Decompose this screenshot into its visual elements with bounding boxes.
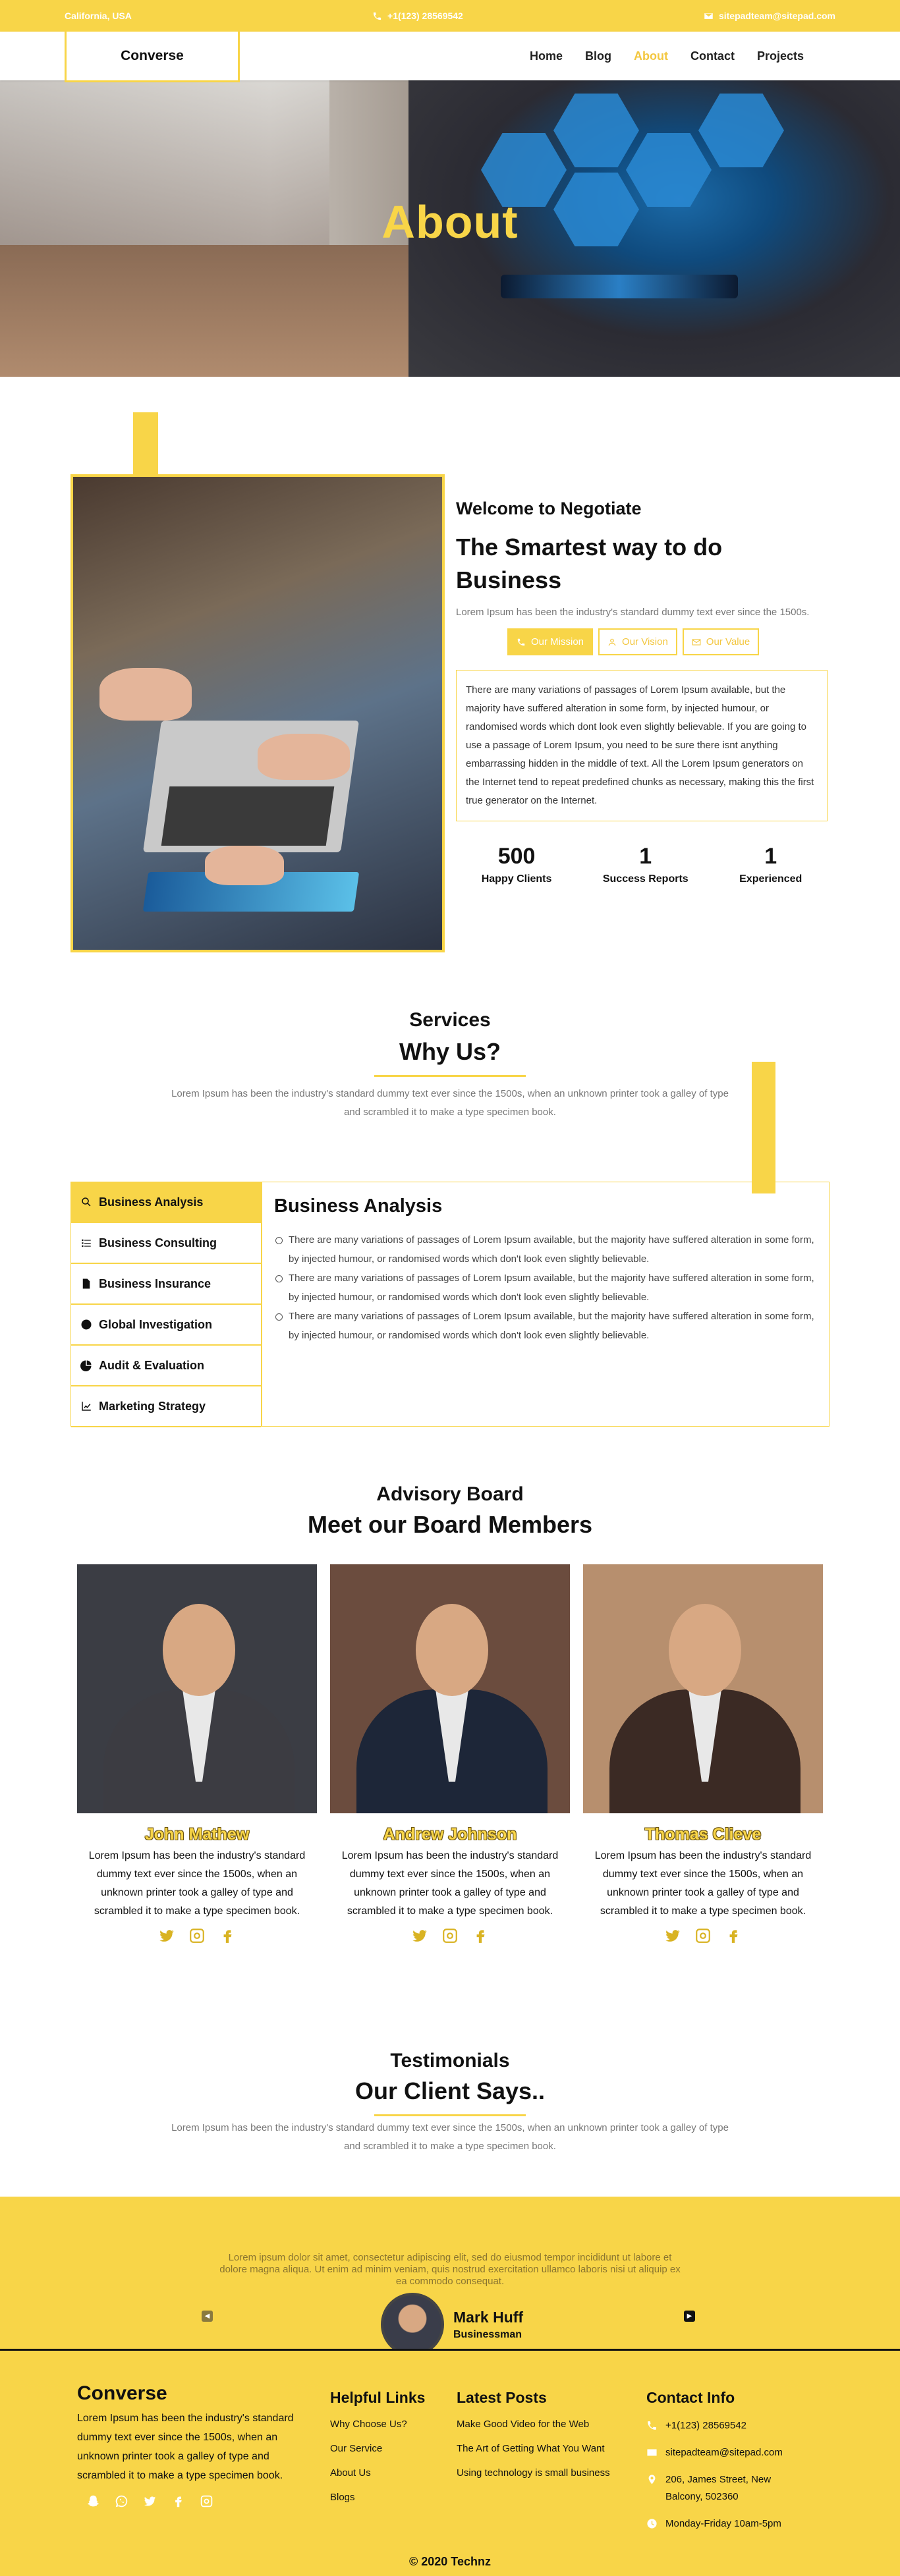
tab-label: Our Vision <box>622 636 668 647</box>
twitter-icon[interactable] <box>411 1927 428 1944</box>
phone-icon <box>646 2420 658 2431</box>
board-subtitle: Advisory Board <box>376 1483 524 1505</box>
avatar <box>381 2293 444 2356</box>
about-content <box>456 499 828 885</box>
instagram-icon[interactable] <box>441 1927 459 1944</box>
footer <box>0 2349 900 2576</box>
about-section <box>0 377 900 1009</box>
service-bullet: There are many variations of passages of Lorem Ipsum available, but the majority have suffered alteration in some form, by injected humour, or randomised words which don't look even slightly believable. <box>274 1307 817 1345</box>
member-name: Andrew Johnson <box>383 1825 517 1844</box>
footer-posts <box>457 2389 634 2479</box>
facebook-icon[interactable] <box>472 1927 489 1944</box>
about-tabs <box>507 628 828 655</box>
about-kicker: Welcome to Negotiate <box>456 499 642 518</box>
service-audit-evaluation[interactable] <box>71 1346 261 1386</box>
list-icon <box>80 1237 92 1249</box>
footer-brand <box>77 2382 312 2508</box>
footer-link[interactable]: Blogs <box>330 2492 355 2503</box>
member-head <box>163 1604 235 1696</box>
twitter-icon[interactable] <box>664 1927 681 1944</box>
member-head <box>669 1604 741 1696</box>
board-section <box>0 1483 900 2050</box>
hand-shape <box>99 668 192 721</box>
service-business-analysis[interactable] <box>71 1182 261 1223</box>
member-photo <box>583 1564 823 1813</box>
client-text <box>453 2309 523 2341</box>
phone-text: +1(123) 28569542 <box>387 11 463 21</box>
clock-icon <box>646 2518 658 2529</box>
member-name: John Mathew <box>144 1825 250 1844</box>
footer-link[interactable]: About Us <box>330 2467 371 2479</box>
service-label: Business Analysis <box>99 1195 204 1209</box>
board-title: Meet our Board Members <box>307 1511 593 1538</box>
member-bio: Lorem Ipsum has been the industry's standard dummy text ever since the 1500s, when an unknown printer took a galley of type and scrambled it to make a type specimen book. <box>594 1850 812 1917</box>
user-icon <box>607 638 617 647</box>
member-bio: Lorem Ipsum has been the industry's standard dummy text ever since the 1500s, when an unknown printer took a galley of type and scrambled it to make a type specimen book. <box>341 1850 559 1917</box>
service-label: Global Investigation <box>99 1317 213 1331</box>
about-image <box>70 474 445 952</box>
footer-contact-title: Contact Info <box>646 2389 735 2406</box>
footer-post-link[interactable]: Using technology is small business <box>457 2467 610 2479</box>
services-panel <box>70 1182 830 1427</box>
service-bullet: There are many variations of passages of Lorem Ipsum available, but the majority have suffered alteration in some form, by injected humour, or randomised words which don't look even slightly believable. <box>274 1269 817 1307</box>
nav-about[interactable]: About <box>633 49 668 63</box>
stat-number: 1 <box>639 844 652 869</box>
contact-text: +1(123) 28569542 <box>665 2420 747 2431</box>
facebook-icon[interactable] <box>219 1927 236 1944</box>
facebook-icon[interactable] <box>171 2494 185 2508</box>
hand-shape <box>205 846 284 885</box>
twitter-icon[interactable] <box>158 1927 175 1944</box>
file-icon <box>80 1278 92 1290</box>
board-members <box>77 1564 823 1944</box>
twitter-icon[interactable] <box>143 2494 157 2508</box>
service-label: Marketing Strategy <box>99 1399 206 1413</box>
top-bar <box>0 0 900 32</box>
chevron-right-icon: ▶ <box>687 2313 692 2320</box>
nav-projects[interactable]: Projects <box>756 49 804 63</box>
stat-label: Experienced <box>739 873 802 885</box>
chevron-left-icon: ◀ <box>204 2313 210 2320</box>
footer-link[interactable]: Our Service <box>330 2443 383 2454</box>
phone-icon <box>517 638 526 647</box>
service-detail-title: Business Analysis <box>274 1195 443 1217</box>
services-title: Why Us? <box>399 1038 501 1065</box>
stats-row <box>456 844 828 885</box>
testimonials-title: Our Client Says.. <box>354 2077 546 2104</box>
hero-tablet <box>501 275 738 298</box>
service-label: Business Insurance <box>99 1276 211 1290</box>
globe-icon <box>80 1319 92 1330</box>
about-lead: Lorem Ipsum has been the industry's standard dummy text ever since the 1500s. <box>456 607 810 618</box>
title-underline <box>374 2114 526 2116</box>
testimonial-quote: Lorem ipsum dolor sit amet, consectetur adipiscing elit, sed do eiusmod tempor incididunt ut labore et dolore magna aliqua. Ut enim ad minim veniam, quis nostrud exercitation ullamco laboris nisi ut aliquip ex ea commodo consequat. <box>219 2252 681 2287</box>
contact-text: 206, James Street, New Balcony, 502360 <box>665 2474 772 2502</box>
location-info <box>65 11 132 21</box>
member-social <box>77 1927 317 1944</box>
service-global-investigation[interactable] <box>71 1305 261 1346</box>
client-role: Businessman <box>453 2328 522 2340</box>
member-card <box>330 1564 570 1944</box>
stat-number: 1 <box>764 844 777 869</box>
hero-table <box>0 245 461 377</box>
member-bio: Lorem Ipsum has been the industry's standard dummy text ever since the 1500s, when an unknown printer took a galley of type and scrambled it to make a type specimen book. <box>88 1850 306 1917</box>
stat-label: Happy Clients <box>481 873 552 885</box>
nav-blog[interactable]: Blog <box>584 49 611 63</box>
tab-label: Our Value <box>706 636 750 647</box>
member-photo <box>77 1564 317 1813</box>
mail-icon <box>646 2447 658 2458</box>
testimonials-description: Lorem Ipsum has been the industry's standard dummy text ever since the 1500s, when an unknown printer took a galley of type and scrambled it to make a type specimen book. <box>171 2122 729 2152</box>
email-text: sitepadteam@sitepad.com <box>718 11 835 21</box>
contact-address <box>646 2471 804 2506</box>
testimonials-subtitle: Testimonials <box>390 2050 510 2071</box>
stat-label: Success Reports <box>602 873 689 885</box>
contact-hours <box>646 2515 804 2533</box>
instagram-icon[interactable] <box>200 2494 213 2508</box>
nav-contact[interactable]: Contact <box>690 49 735 63</box>
service-marketing-strategy[interactable] <box>71 1386 261 1427</box>
email-info[interactable] <box>704 11 835 21</box>
services-subtitle: Services <box>409 1009 491 1031</box>
decor-bar <box>752 1062 775 1193</box>
tab-label: Our Mission <box>531 636 584 647</box>
footer-post-link[interactable]: Make Good Video for the Web <box>457 2419 590 2430</box>
tab-our-value[interactable] <box>683 628 759 655</box>
footer-brand-description: Lorem Ipsum has been the industry's standard dummy text ever since the 1500s, when an unknown printer took a galley of type and scrambled it to make a type specimen book. <box>77 2413 294 2481</box>
slider-prev-button[interactable] <box>202 2311 213 2322</box>
title-underline <box>374 1075 526 1077</box>
footer-links <box>330 2389 449 2503</box>
stat-happy-clients <box>482 844 552 885</box>
footer-link[interactable]: Why Choose Us? <box>330 2419 407 2430</box>
contact-text: sitepadteam@sitepad.com <box>665 2447 783 2458</box>
member-social <box>330 1927 570 1944</box>
instagram-icon[interactable] <box>694 1927 712 1944</box>
member-name: Thomas Clieve <box>644 1825 762 1844</box>
copyright: © 2020 Technz <box>409 2555 491 2568</box>
service-label: Audit & Evaluation <box>99 1358 205 1372</box>
phone-icon <box>372 11 382 21</box>
location-text: California, USA <box>65 11 132 21</box>
footer-posts-title: Latest Posts <box>457 2389 547 2406</box>
service-detail-list <box>274 1230 817 1345</box>
service-label: Business Consulting <box>99 1236 217 1249</box>
footer-post-link[interactable]: The Art of Getting What You Want <box>457 2443 605 2454</box>
footer-contact <box>646 2389 804 2533</box>
line-chart-icon <box>80 1400 92 1412</box>
member-head <box>416 1604 488 1696</box>
member-social <box>583 1927 823 1944</box>
phone-info[interactable] <box>372 11 463 21</box>
client-info <box>381 2293 523 2356</box>
slider-next-button[interactable] <box>684 2311 695 2322</box>
hand-shape <box>258 734 350 780</box>
mail-icon <box>692 638 701 647</box>
stat-success-reports <box>603 844 689 885</box>
contact-phone[interactable] <box>646 2417 804 2434</box>
keyboard-shape <box>161 786 335 846</box>
footer-social <box>86 2494 312 2508</box>
service-business-insurance[interactable] <box>71 1264 261 1305</box>
services-list <box>71 1182 262 1426</box>
about-title: The Smartest way to do Business <box>456 534 723 593</box>
client-name: Mark Huff <box>453 2308 524 2326</box>
mail-icon <box>704 11 714 21</box>
member-card <box>583 1564 823 1944</box>
main-nav <box>0 32 900 80</box>
services-section <box>0 1009 900 1483</box>
member-photo <box>330 1564 570 1813</box>
contact-email[interactable] <box>646 2444 804 2461</box>
tab-our-vision[interactable] <box>598 628 677 655</box>
pie-chart-icon <box>80 1359 92 1371</box>
contact-text: Monday-Friday 10am-5pm <box>665 2518 781 2529</box>
whatsapp-icon[interactable] <box>115 2494 128 2508</box>
stat-experienced <box>739 844 802 885</box>
facebook-icon[interactable] <box>725 1927 742 1944</box>
snapchat-icon[interactable] <box>86 2494 100 2508</box>
services-description: Lorem Ipsum has been the industry's standard dummy text ever since the 1500s, when an unknown printer took a galley of type and scrambled it to make a type specimen book. <box>171 1088 729 1118</box>
member-card <box>77 1564 317 1944</box>
location-icon <box>646 2474 658 2485</box>
service-bullet: There are many variations of passages of Lorem Ipsum available, but the majority have suffered alteration in some form, by injected humour, or randomised words which don't look even slightly believable. <box>274 1230 817 1269</box>
site-logo[interactable] <box>65 30 240 82</box>
nav-home[interactable]: Home <box>529 49 563 63</box>
footer-links-title: Helpful Links <box>330 2389 426 2406</box>
instagram-icon[interactable] <box>188 1927 206 1944</box>
nav-menu <box>530 49 804 63</box>
logo-text: Converse <box>121 48 184 63</box>
search-icon <box>80 1196 92 1208</box>
about-tab-content: There are many variations of passages of Lorem Ipsum available, but the majority have suffered alteration in some form, by injected humour, or randomised words which dont look even slightly believable. If you are going to use a passage of Lorem Ipsum, you need to be sure there isnt anything embarrassing hidden in the middle of text. All the Lorem Ipsum generators on the Internet tend to repeat predefined chunks as necessary, making this the first true generator on the Internet. <box>456 670 828 821</box>
testimonials-section <box>0 2050 900 2346</box>
tab-our-mission[interactable] <box>507 628 593 655</box>
service-detail <box>262 1182 829 1426</box>
service-business-consulting[interactable] <box>71 1223 261 1264</box>
stat-number: 500 <box>497 844 536 869</box>
page-title: About <box>381 196 519 248</box>
hero-banner <box>0 80 900 377</box>
footer-logo: Converse <box>77 2382 167 2404</box>
